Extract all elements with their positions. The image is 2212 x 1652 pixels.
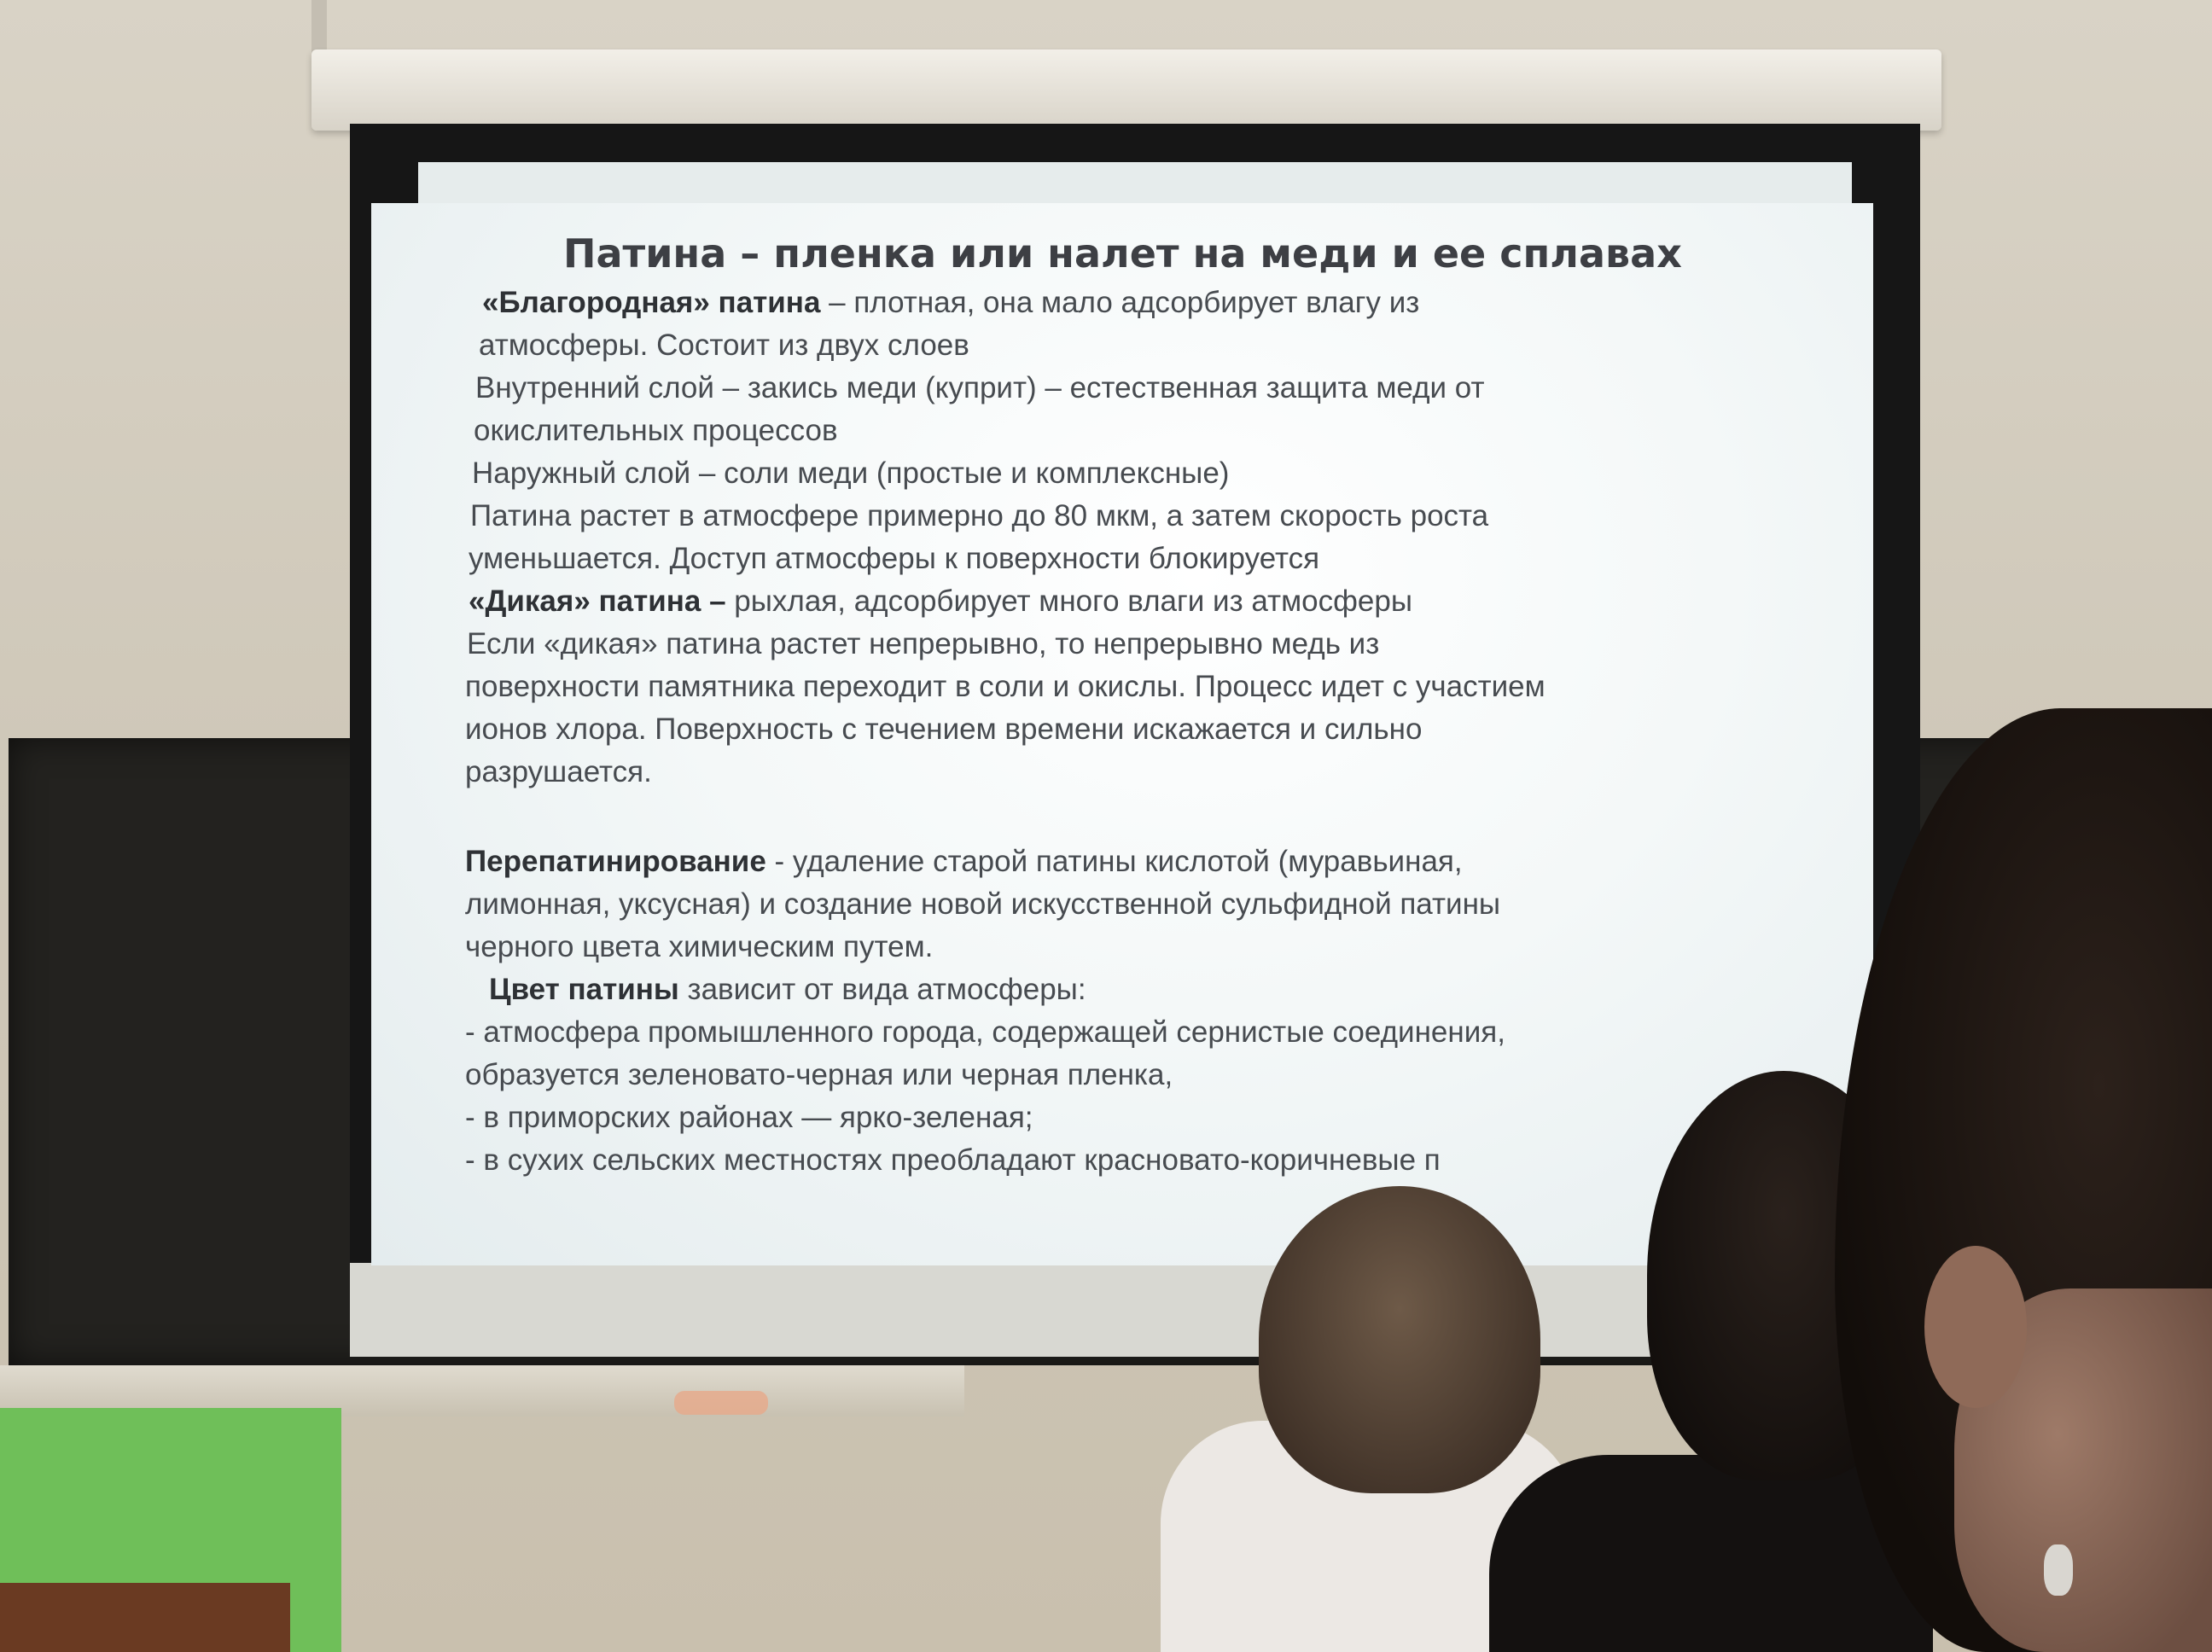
- paragraph-gap: [465, 794, 1873, 841]
- student-3-ear: [1924, 1246, 2027, 1408]
- slide-line: поверхности памятника переходит в соли и окислы. Процесс идет с участием: [465, 670, 1545, 703]
- slide-line: Патина растет в атмосфере примерно до 80 мкм, а затем скорость роста: [470, 499, 1489, 532]
- slide-line: «Благородная» патина – плотная, она мало адсорбирует влагу из: [482, 286, 1420, 319]
- projected-slide: [371, 203, 1873, 1265]
- slide-line: ионов хлора. Поверхность с течением времени искажается и сильно: [465, 713, 1423, 746]
- slide-line: - в сухих сельских местностях преобладают красновато-коричневые п: [465, 1143, 1441, 1177]
- podium-base: [0, 1583, 290, 1652]
- slide-line: лимонная, уксусная) и создание новой искусственной сульфидной патины: [465, 887, 1501, 921]
- slide-line: Внутренний слой – закись меди (куприт) – естественная защита меди от: [475, 371, 1485, 404]
- slide-line: Цвет патины зависит от вида атмосферы:: [489, 973, 1086, 1006]
- slide-top-band: [418, 162, 1852, 205]
- projector-screen-case: [311, 49, 1941, 131]
- student-1-head: [1259, 1186, 1540, 1493]
- slide-line: Если «дикая» патина растет непрерывно, то непрерывно медь из: [467, 627, 1380, 660]
- slide-line: разрушается.: [465, 755, 652, 788]
- chalk-piece: [674, 1391, 768, 1415]
- slide-line: уменьшается. Доступ атмосферы к поверхности блокируется: [469, 542, 1320, 575]
- earring: [2044, 1544, 2073, 1596]
- slide-line: образуется зеленовато-черная или черная пленка,: [465, 1058, 1173, 1091]
- slide-line: «Дикая» патина – рыхлая, адсорбирует много влаги из атмосферы: [469, 585, 1412, 618]
- slide-line: - в приморских районах — ярко-зеленая;: [465, 1101, 1033, 1134]
- slide-line: Перепатинирование - удаление старой патины кислотой (муравьиная,: [465, 845, 1463, 878]
- slide-line: Наружный слой – соли меди (простые и комплексные): [472, 457, 1230, 490]
- slide-line: атмосферы. Состоит из двух слоев: [479, 329, 969, 362]
- slide-line: черного цвета химическим путем.: [465, 930, 934, 963]
- slide-line: - атмосфера промышленного города, содержащей сернистые соединения,: [465, 1015, 1505, 1049]
- slide-title: Патина – пленка или налет на меди и ее сплавах: [563, 230, 1682, 276]
- slide-line: окислительных процессов: [474, 414, 838, 447]
